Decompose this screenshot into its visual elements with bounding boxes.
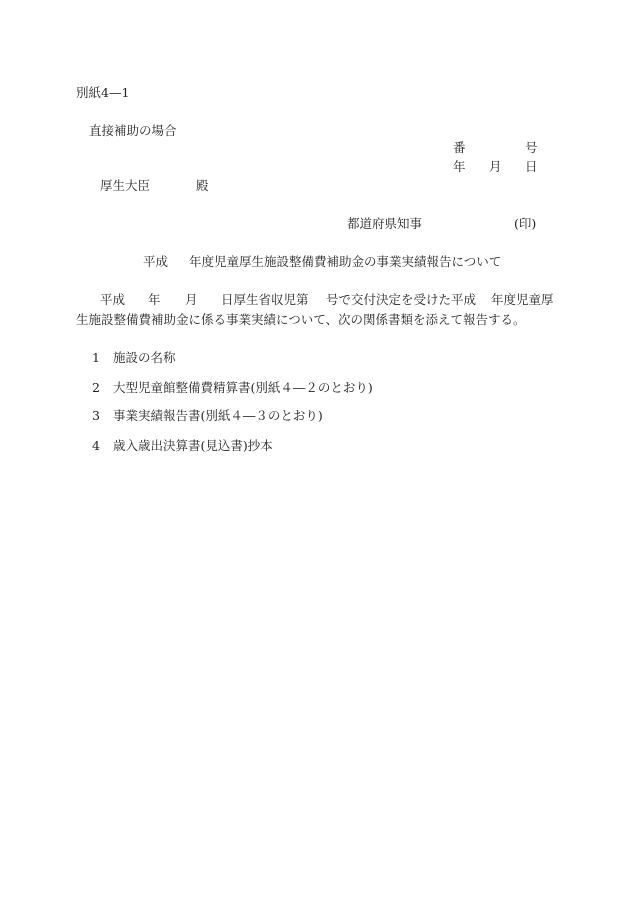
date-month: 月 xyxy=(489,159,502,174)
seal-mark: (印) xyxy=(514,216,537,231)
body-segment: 月 xyxy=(185,292,198,307)
case-label: 直接補助の場合 xyxy=(89,123,177,138)
list-item-number: 1 xyxy=(92,350,100,365)
addressee-honorific: 殿 xyxy=(196,178,209,193)
document-title: 年度児童厚生施設整備費補助金の事業実績報告について xyxy=(189,254,502,269)
attachment-label: 別紙4—1 xyxy=(76,85,130,100)
body-line-2: 生施設整備費補助金に係る事業実績について、次の関係書類を添えて報告する。 xyxy=(76,312,526,327)
addressee: 厚生大臣 xyxy=(100,178,151,193)
date-year: 年 xyxy=(453,159,466,174)
number-suffix: 号 xyxy=(525,140,538,155)
body-segment: 号で交付決定を受けた平成 xyxy=(326,292,477,307)
list-item-text: 大型児童館整備費精算書(別紙４―２のとおり) xyxy=(113,380,373,395)
body-segment: 年 xyxy=(148,292,161,307)
sender: 都道府県知事 xyxy=(347,216,423,231)
list-item-number: 4 xyxy=(92,438,100,453)
date-day: 日 xyxy=(525,159,538,174)
number-prefix: 番 xyxy=(453,140,466,155)
list-item-text: 施設の名称 xyxy=(113,350,176,365)
body-segment: 年度児童厚 xyxy=(491,292,554,307)
list-item-text: 歳入歳出決算書(見込書)抄本 xyxy=(113,438,273,453)
body-segment: 日厚生省収児第 xyxy=(221,292,309,307)
list-item-number: 3 xyxy=(92,408,100,423)
title-era: 平成 xyxy=(143,254,169,269)
body-segment: 平成 xyxy=(100,292,126,307)
list-item-text: 事業実績報告書(別紙４―３のとおり) xyxy=(113,408,323,423)
list-item-number: 2 xyxy=(92,380,100,395)
